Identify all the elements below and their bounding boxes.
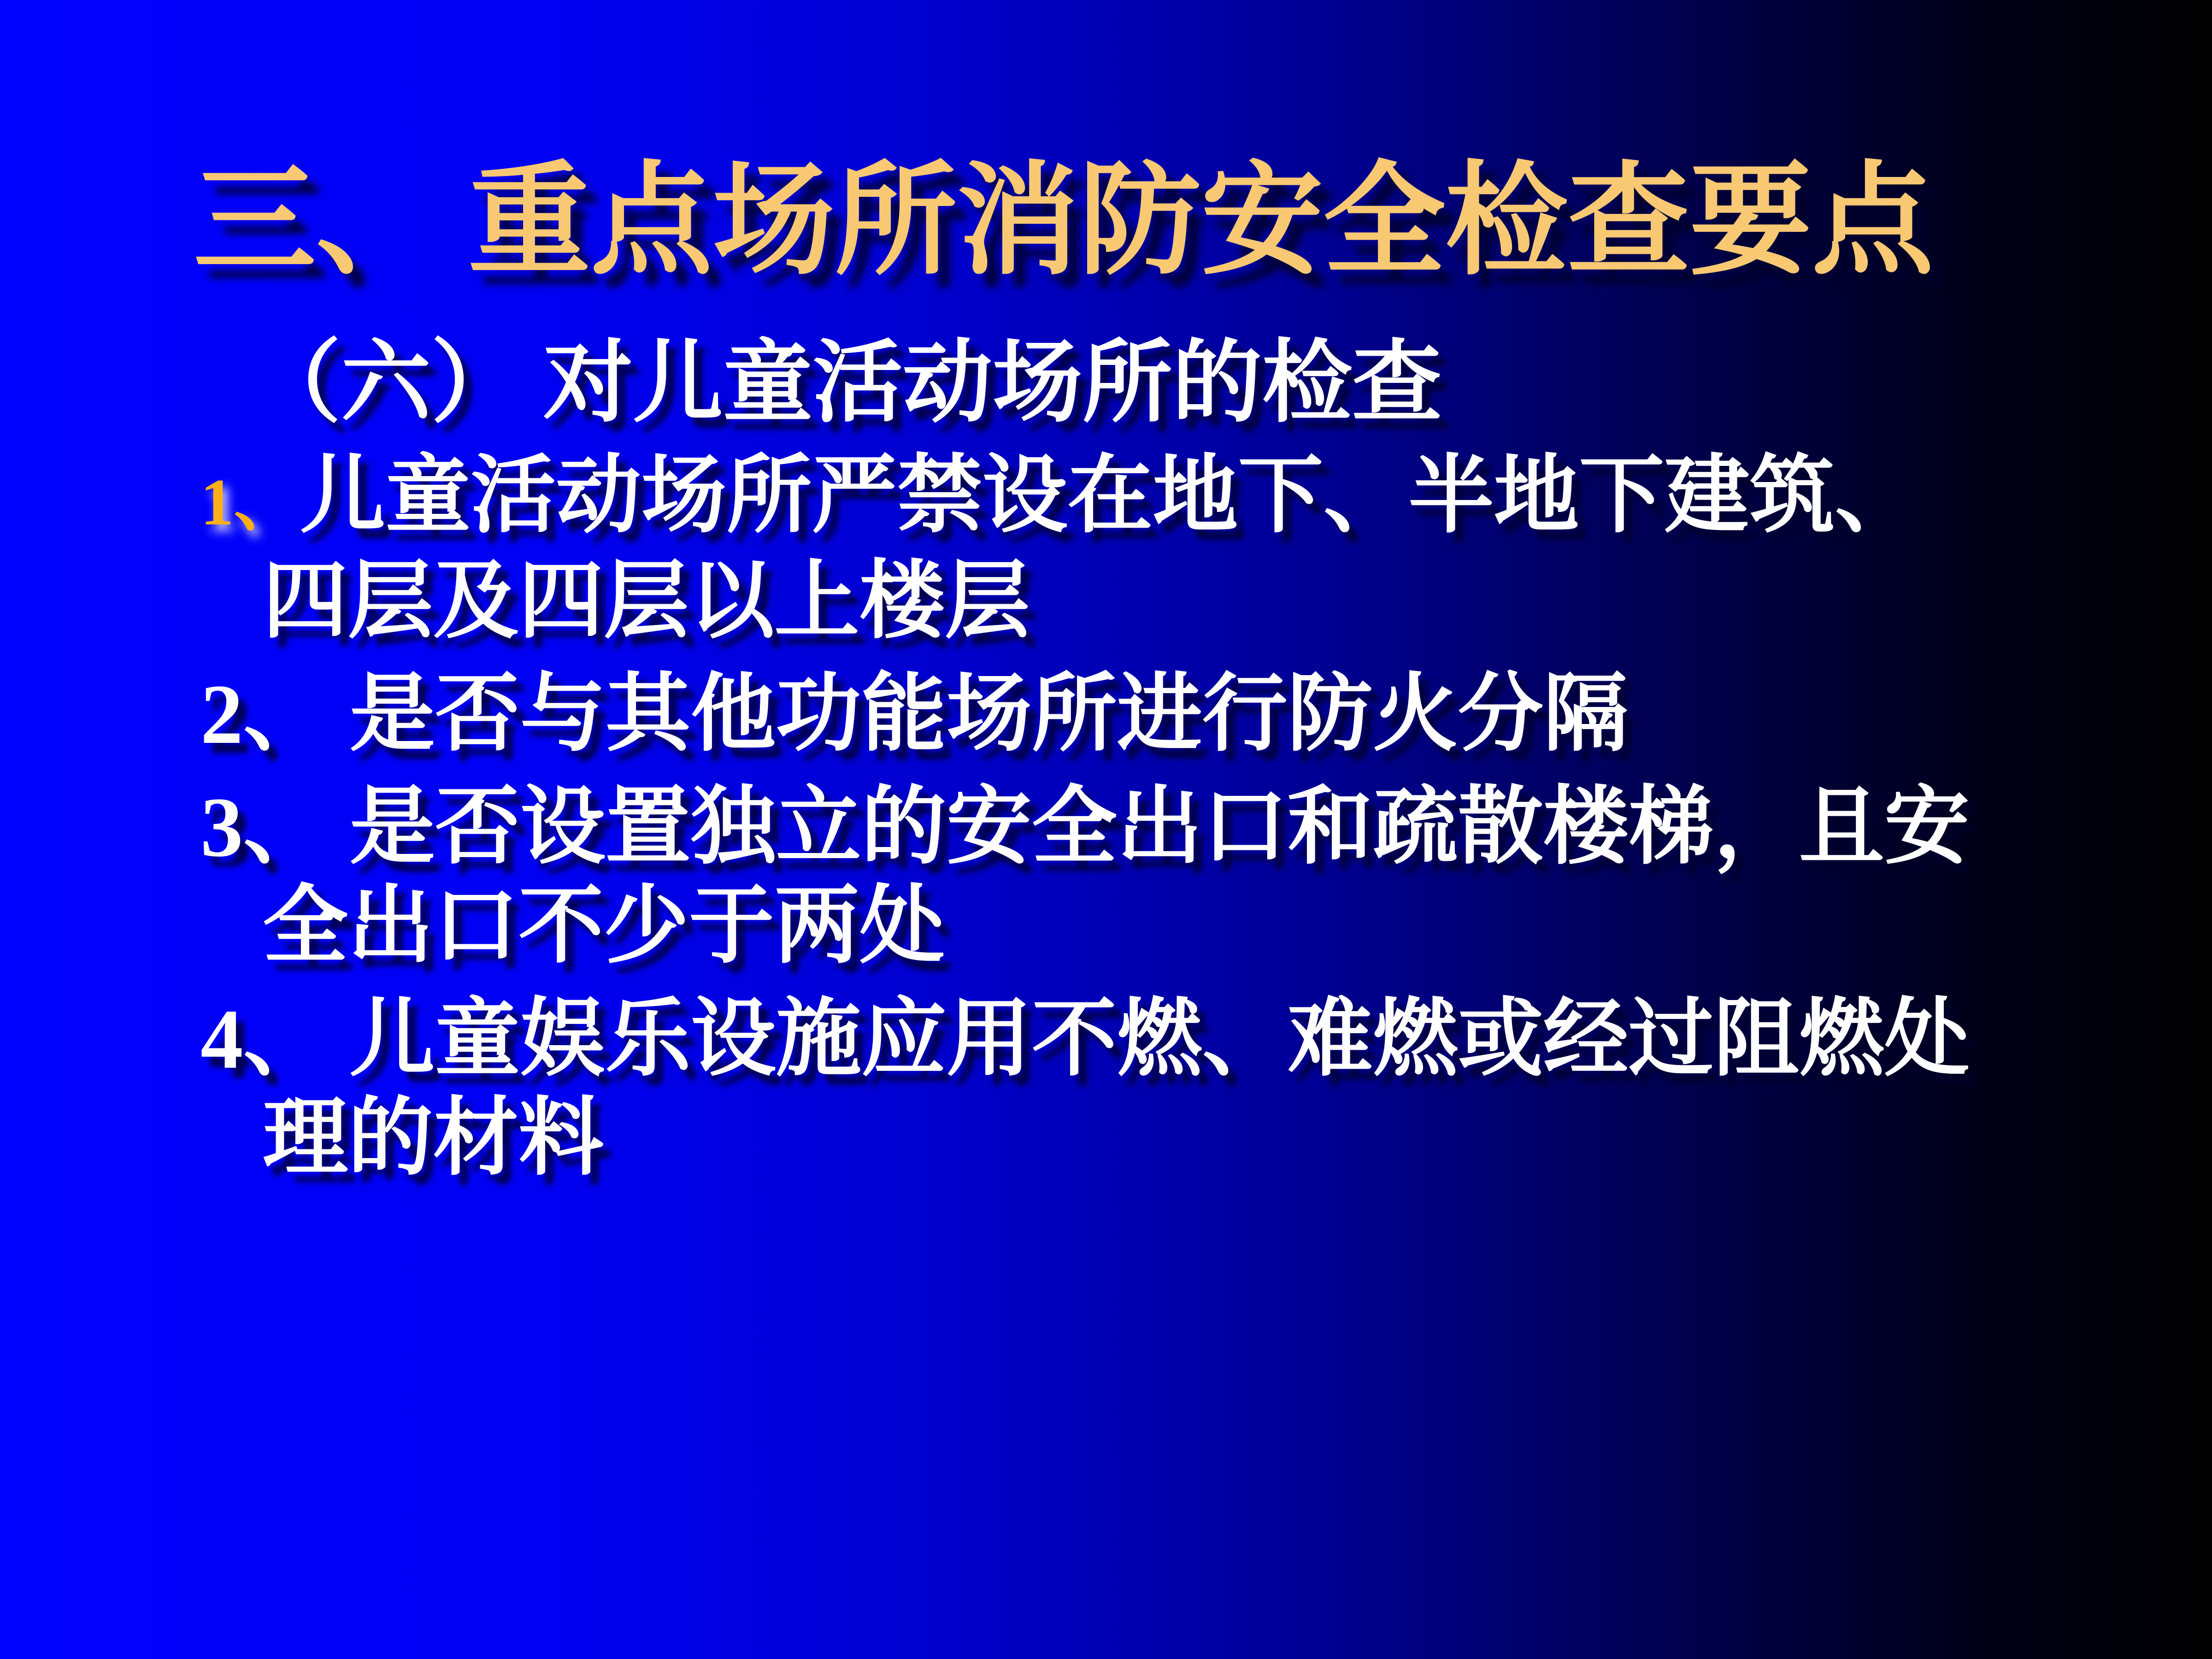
item-text: 儿童活动场所严禁设在地下、半地下建筑、: [300, 449, 1920, 543]
slide-title: 三、 重点场所消防安全检查要点: [194, 154, 1934, 289]
item-line: 全出口不少于两处: [263, 879, 945, 974]
item-line: [200, 778, 2212, 877]
list-item: [0, 665, 2212, 764]
item-number: 1、: [200, 465, 300, 539]
item-number: 4、: [200, 992, 329, 1087]
item-text: 是否设置独立的安全出口和疏散楼梯，且安: [328, 780, 1970, 875]
item-text: 儿童娱乐设施应用不燃、难燃或经过阻燃处: [328, 992, 1970, 1087]
item-number: 2、: [200, 667, 329, 762]
item-line: [200, 990, 2212, 1089]
item-line: [200, 665, 2212, 764]
item-number: 3、: [200, 780, 329, 875]
list-item: [0, 990, 2212, 1188]
item-line: [200, 447, 2212, 552]
list-item: [0, 447, 2212, 651]
list-item: [0, 778, 2212, 976]
item-line: 四层及四层以上楼层: [263, 554, 1030, 649]
item-text: 是否与其他功能场所进行防火分隔: [328, 667, 1629, 762]
slide-subtitle: （六） 对儿童活动场所的检查: [251, 333, 1442, 433]
checklist: [0, 447, 2212, 1188]
item-line: 理的材料: [263, 1091, 604, 1186]
